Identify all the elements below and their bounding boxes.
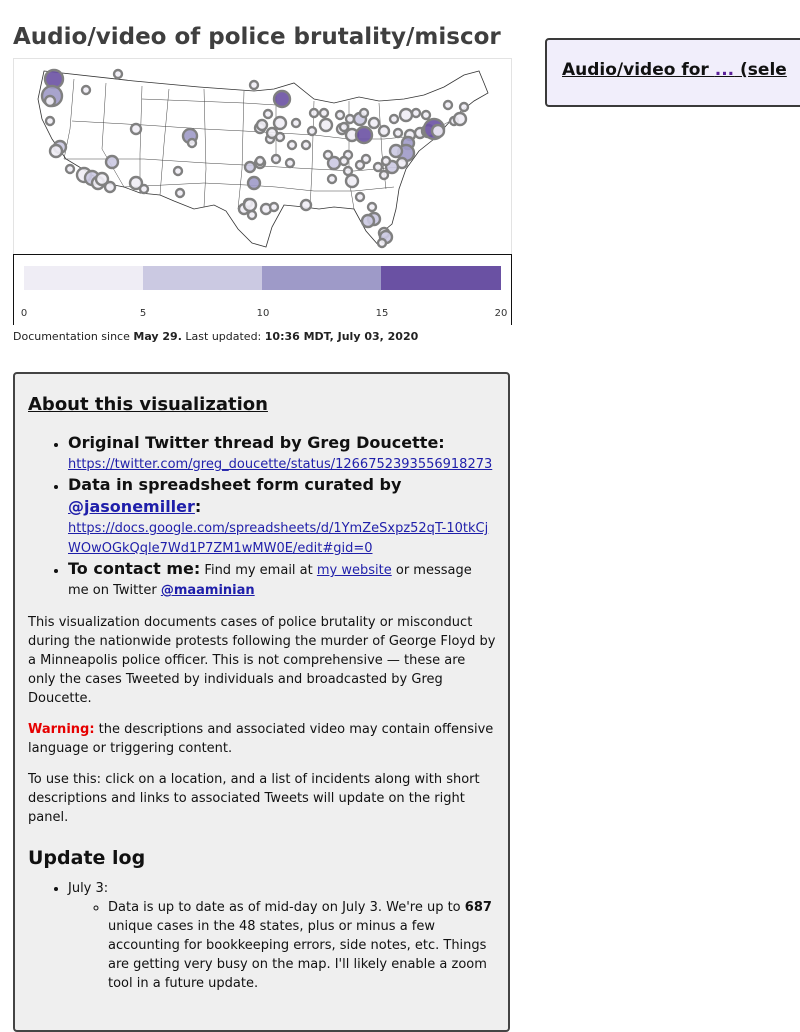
incident-marker[interactable] <box>270 203 278 211</box>
incident-marker[interactable] <box>274 117 286 129</box>
incident-marker[interactable] <box>346 115 354 123</box>
incident-marker[interactable] <box>248 211 256 219</box>
meta-updated-label: Last updated: <box>181 330 265 343</box>
meta-since: May 29. <box>133 330 182 343</box>
incident-marker[interactable] <box>50 145 62 157</box>
incident-marker[interactable] <box>394 129 402 137</box>
maaminian-link[interactable]: @maaminian <box>160 583 255 598</box>
incident-marker[interactable] <box>320 109 328 117</box>
incident-marker[interactable] <box>460 103 468 111</box>
incident-marker[interactable] <box>454 113 466 125</box>
incident-marker[interactable] <box>324 151 332 159</box>
update-log-list <box>28 879 496 993</box>
incident-marker[interactable] <box>444 101 452 109</box>
map-svg[interactable] <box>14 59 511 255</box>
update-detail <box>108 898 496 993</box>
legend-tick-1: 5 <box>139 308 147 319</box>
incident-marker[interactable] <box>288 141 296 149</box>
credit-item-twitter <box>68 433 496 475</box>
incident-panel <box>545 38 800 107</box>
incident-marker[interactable] <box>340 123 348 131</box>
incident-marker[interactable] <box>320 119 332 131</box>
warning-label: Warning: <box>28 722 95 737</box>
incident-marker[interactable] <box>176 189 184 197</box>
incident-marker[interactable] <box>360 109 368 117</box>
contact-label: To contact me: <box>68 559 201 578</box>
update-text-1: Data is up to date as of mid-day on July 3. We're up to <box>108 900 465 915</box>
update-date: July 3: <box>68 881 109 896</box>
panel-title-suffix: (sele <box>734 60 787 80</box>
incident-marker[interactable] <box>356 193 364 201</box>
incident-marker[interactable] <box>276 133 284 141</box>
contact-text-1: Find my email at <box>200 563 317 578</box>
credit-colon: : <box>194 497 202 516</box>
meta-updated: 10:36 MDT, July 03, 2020 <box>264 330 419 343</box>
incident-marker[interactable] <box>380 171 388 179</box>
incident-marker[interactable] <box>302 141 310 149</box>
credit-label: Data in spreadsheet form curated by <box>68 475 402 494</box>
incident-marker[interactable] <box>379 126 389 136</box>
incident-marker[interactable] <box>308 127 316 135</box>
incident-marker[interactable] <box>272 155 280 163</box>
incident-marker[interactable] <box>131 124 141 134</box>
incident-marker[interactable] <box>412 109 420 117</box>
jasonemiller-link[interactable]: @jasonemiller <box>68 497 195 516</box>
incident-marker[interactable] <box>257 120 267 130</box>
about-heading: About this visualization <box>28 394 268 415</box>
incident-marker[interactable] <box>390 115 398 123</box>
incident-panel-title <box>562 60 787 80</box>
warning-text: the descriptions and associated video may contain offensive language or triggering content. <box>28 722 494 756</box>
my-website-link[interactable]: my website <box>316 563 392 578</box>
incident-marker[interactable] <box>45 96 55 106</box>
credits-list <box>28 433 496 601</box>
incident-marker[interactable] <box>188 139 196 147</box>
incident-marker[interactable] <box>264 110 272 118</box>
incident-marker[interactable] <box>432 125 444 137</box>
incident-marker[interactable] <box>346 175 358 187</box>
update-text-2: unique cases in the 48 states, plus or minus a few accounting for bookkeeping errors, side notes, etc. Things are getting very busy on the map. I'll likely enable a zoom tool in a future update. <box>108 919 487 991</box>
page-title: Audio/video of police brutality/miscor <box>13 24 501 50</box>
legend-tick-3: 15 <box>375 308 389 319</box>
incident-marker[interactable] <box>362 215 374 227</box>
legend-swatch-2 <box>262 266 381 290</box>
incident-marker[interactable] <box>114 70 122 78</box>
update-details <box>68 898 496 993</box>
incident-marker[interactable] <box>374 163 382 171</box>
about-panel <box>13 372 510 1032</box>
color-legend <box>13 254 512 325</box>
credit-item-contact <box>68 559 496 601</box>
incident-marker[interactable] <box>274 91 290 107</box>
update-log-heading: Update log <box>28 847 146 869</box>
incident-marker[interactable] <box>378 239 386 247</box>
incident-marker[interactable] <box>301 200 311 210</box>
incident-marker[interactable] <box>336 111 344 119</box>
update-entry <box>68 879 496 993</box>
incident-marker[interactable] <box>256 157 264 165</box>
incident-marker[interactable] <box>105 182 115 192</box>
legend-swatch-3 <box>381 266 501 290</box>
incident-marker[interactable] <box>368 203 376 211</box>
panel-location-link[interactable]: ... <box>714 60 735 80</box>
incident-marker[interactable] <box>106 156 118 168</box>
incident-marker[interactable] <box>344 167 352 175</box>
incident-marker[interactable] <box>174 167 182 175</box>
description-paragraph: This visualization documents cases of police brutality or misconduct during the nationwide protests following the murder of George Floyd by a Minneapolis police officer. This is not comprehensive — these are only the cases Tweeted by individuals and broadcasted by Greg Doucette. <box>28 615 496 706</box>
meta-prefix: Documentation since <box>13 330 134 343</box>
contact-text-2: or message me on Twitter <box>68 563 472 598</box>
incident-marker[interactable] <box>66 165 74 173</box>
documentation-dates <box>13 330 418 343</box>
us-map[interactable] <box>13 58 512 255</box>
incident-marker[interactable] <box>422 111 430 119</box>
incident-marker[interactable] <box>244 199 256 211</box>
credit-label: Original Twitter thread by Greg Doucette: <box>68 433 445 452</box>
incident-marker[interactable] <box>382 157 390 165</box>
incident-marker[interactable] <box>292 119 300 127</box>
legend-swatch-1 <box>143 266 262 290</box>
incident-marker[interactable] <box>400 109 412 121</box>
legend-svg <box>14 255 511 325</box>
incident-marker[interactable] <box>248 177 260 189</box>
incident-marker[interactable] <box>286 159 294 167</box>
twitter-thread-link[interactable]: https://twitter.com/greg_doucette/status/1266752393556918273 <box>68 457 493 472</box>
incident-marker[interactable] <box>82 86 90 94</box>
incident-marker[interactable] <box>250 81 258 89</box>
credit-item-spreadsheet <box>68 475 496 559</box>
incident-marker[interactable] <box>356 127 372 143</box>
incident-marker[interactable] <box>340 157 348 165</box>
legend-tick-2: 10 <box>256 308 270 319</box>
incident-marker[interactable] <box>356 161 364 169</box>
legend-tick-4: 20 <box>494 308 508 319</box>
update-count: 687 <box>464 900 492 915</box>
incident-marker[interactable] <box>46 117 54 125</box>
incident-marker[interactable] <box>328 175 336 183</box>
incident-marker[interactable] <box>390 145 402 157</box>
incident-marker[interactable] <box>140 185 148 193</box>
usage-paragraph: To use this: click on a location, and a list of incidents along with short descriptions and links to associated Tweets will update on the right panel. <box>28 772 480 825</box>
incident-marker[interactable] <box>245 162 255 172</box>
spreadsheet-link[interactable]: https://docs.google.com/spreadsheets/d/1YmZeSxpz52qT-10tkCjWOwOGkQqle7Wd1P7ZM1wMW0E/edit#gid=0 <box>68 521 489 556</box>
legend-swatch-0 <box>24 266 143 290</box>
incident-marker[interactable] <box>310 109 318 117</box>
warning-paragraph <box>28 720 496 758</box>
panel-title-prefix: Audio/video for <box>562 60 715 80</box>
legend-tick-0: 0 <box>20 308 28 319</box>
incident-marker[interactable] <box>369 118 379 128</box>
